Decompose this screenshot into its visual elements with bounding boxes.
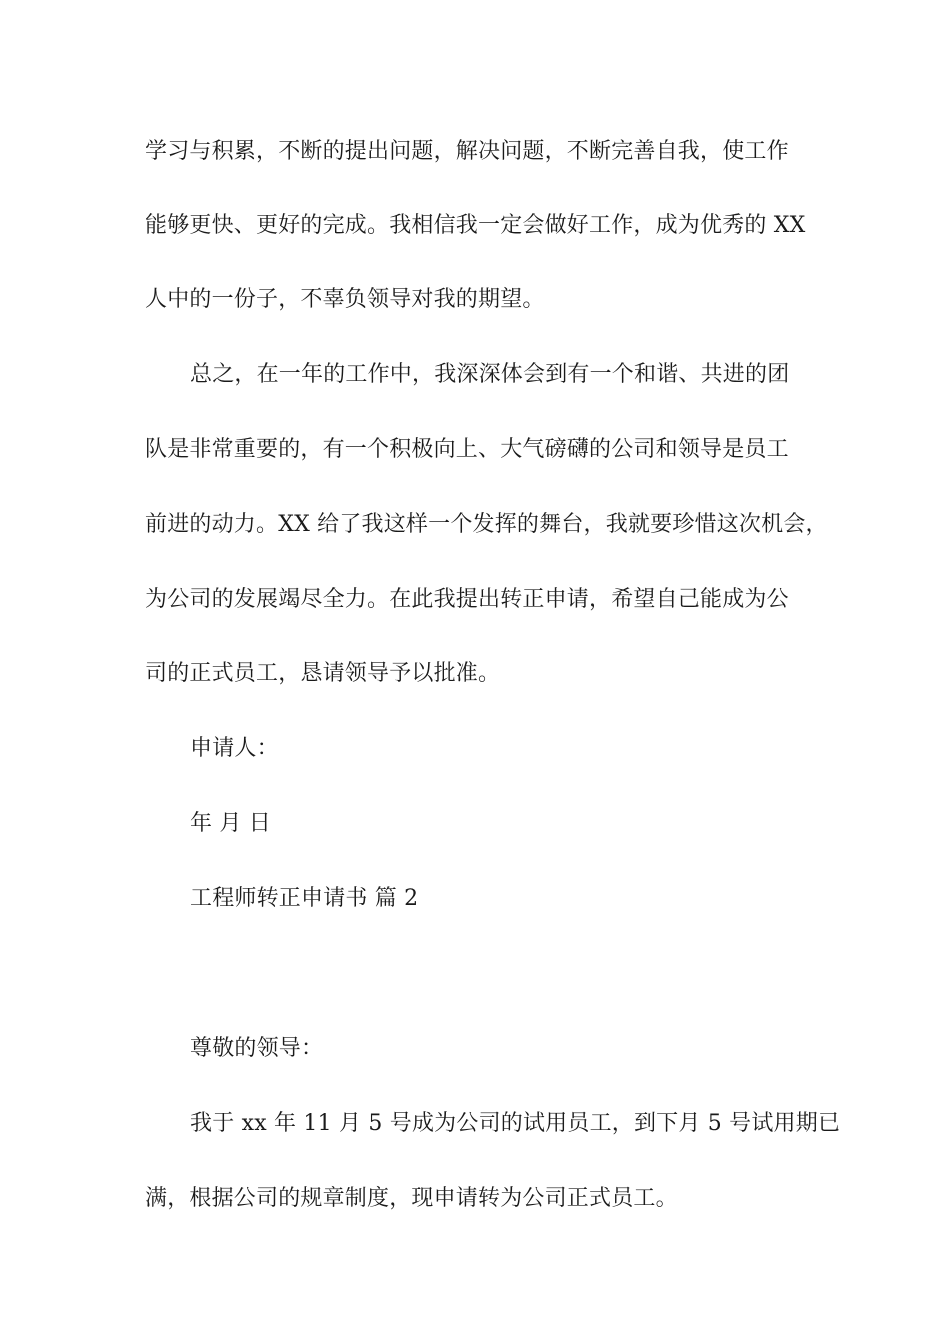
paragraph-line: 前进的动力。XX 给了我这样一个发挥的舞台，我就要珍惜这次机会， (145, 512, 828, 537)
paragraph-line: 学习与积累，不断的提出问题，解决问题，不断完善自我，使工作 (145, 139, 789, 164)
paragraph-line: 人中的一份子，不辜负领导对我的期望。 (145, 287, 545, 312)
date-line: 年 月 日 (190, 811, 271, 836)
applicant-label: 申请人： (190, 736, 279, 761)
paragraph-line: 满，根据公司的规章制度，现申请转为公司正式员工。 (145, 1186, 678, 1211)
paragraph-line: 能够更快、更好的完成。我相信我一定会做好工作，成为优秀的 XX (145, 213, 806, 238)
section-title: 工程师转正申请书 篇 2 (190, 886, 419, 911)
paragraph-line: 为公司的发展竭尽全力。在此我提出转正申请，希望自己能成为公 (145, 587, 789, 612)
paragraph-line: 司的正式员工，恳请领导予以批准。 (145, 661, 501, 686)
salutation: 尊敬的领导： (190, 1036, 324, 1061)
paragraph-line: 队是非常重要的，有一个积极向上、大气磅礴的公司和领导是员工 (145, 437, 789, 462)
paragraph-line: 我于 xx 年 11 月 5 号成为公司的试用员工，到下月 5 号试用期已 (190, 1111, 841, 1136)
paragraph-line: 总之，在一年的工作中，我深深体会到有一个和谐、共进的团 (190, 362, 790, 387)
